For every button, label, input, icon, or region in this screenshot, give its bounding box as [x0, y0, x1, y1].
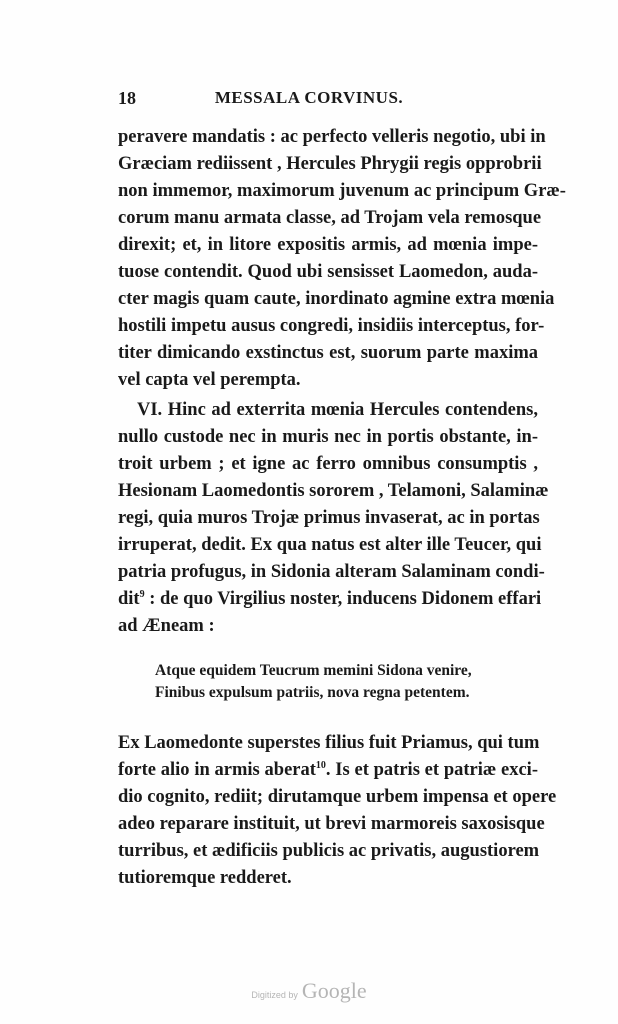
section-numeral: VI.: [137, 400, 163, 420]
text-line: Ex Laomedonte superstes filius fuit Priamus, qui tum: [118, 733, 540, 753]
footnote-reference[interactable]: 9: [139, 588, 145, 600]
verse-line: Finibus expulsum patriis, nova regna petentem.: [155, 684, 470, 701]
text-line: patria profugus, in Sidonia alteram Salaminam condi-: [118, 562, 545, 582]
text-line: Hesionam Laomedontis sororem , Telamoni, Salaminæ: [118, 481, 549, 501]
text-line: hostili impetu ausus congredi, insidiis interceptus, for-: [118, 316, 545, 336]
text-line: non immemor, maximorum juvenum ac principum Græ-: [118, 181, 566, 201]
text-line: nullo custode nec in muris nec in portis obstante, in-: [118, 427, 538, 447]
verse-line: Atque equidem Teucrum memini Sidona venire,: [155, 662, 472, 679]
text-line: dio cognito, rediit; dirutamque urbem impensa et opere: [118, 787, 557, 807]
text-line: vel capta vel perempta.: [118, 370, 301, 390]
text-line: ad Æneam :: [118, 616, 215, 636]
text-line: dit$^9$ : de quo Virgilius noster, inducens Didonem effari: [118, 588, 542, 609]
text-line: regi, quia muros Trojæ primus invaserat, ac in portas: [118, 508, 540, 528]
text-line: adeo reparare instituit, ut brevi marmoreis saxosisque: [118, 814, 545, 834]
digitized-by-label: Digitized by: [251, 990, 298, 1000]
page-number: 18: [118, 88, 136, 108]
text-line: Græciam rediissent , Hercules Phrygii regis opprobrii: [118, 154, 542, 174]
text-line: troit urbem ; et igne ac ferro omnibus consumptis ,: [118, 454, 538, 474]
text-line: tutioremque redderet.: [118, 868, 292, 888]
google-logo: Google: [301, 978, 367, 1003]
text-line: turribus, et ædificiis publicis ac privatis, augustiorem: [118, 841, 540, 861]
text-line: VI. Hinc ad exterrita mœnia Hercules contendens,: [137, 400, 538, 420]
text-line: titer dimicando exstinctus est, suorum parte maxima: [118, 343, 538, 363]
digitized-watermark: [0, 978, 618, 1004]
text-line: tuose contendit. Quod ubi sensisset Laomedon, auda-: [118, 262, 538, 282]
running-title: MESSALA CORVINUS.: [214, 88, 404, 107]
text-line: direxit; et, in litore expositis armis, ad mœnia impe-: [118, 235, 538, 255]
footnote-reference[interactable]: 10: [315, 759, 326, 771]
text-line: irruperat, dedit. Ex qua natus est alter ille Teucer, qui: [118, 535, 542, 555]
text-line: forte alio in armis aberat$^{10}$. Is et patris et patriæ exci-: [118, 759, 538, 780]
text-line: cter magis quam caute, inordinato agmine extra mœnia: [118, 289, 555, 309]
text-line: corum manu armata classe, ad Trojam vela remosque: [118, 208, 542, 228]
text-line: peravere mandatis : ac perfecto velleris negotio, ubi in: [118, 127, 546, 147]
